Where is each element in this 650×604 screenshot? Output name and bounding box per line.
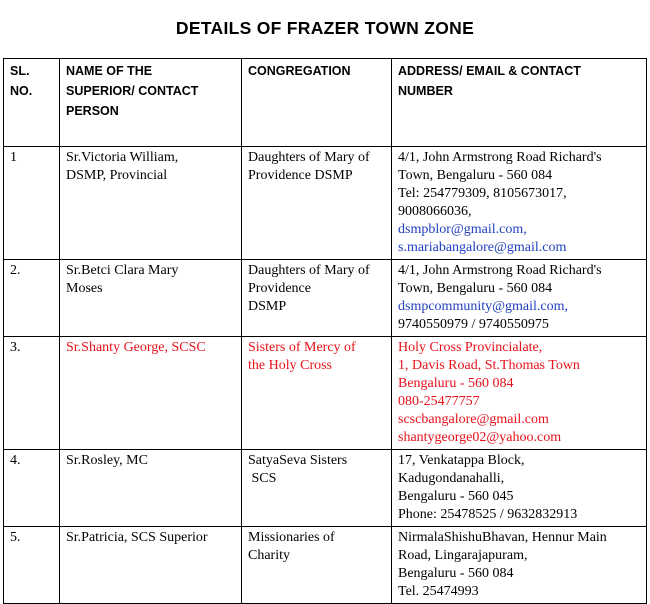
address-cell: 17, Venkatappa Block, Kadugondanahalli, Bengaluru - 560 045 Phone: 25478525 / 9632832913 (392, 450, 647, 527)
table-row (4, 337, 647, 450)
address-cell: NirmalaShishuBhavan, Hennur Main Road, Lingarajapuram, Bengaluru - 560 084 Tel. 25474993 (392, 527, 647, 604)
email-link[interactable]: s.mariabangalore@gmail.com (398, 240, 567, 255)
sl-cell: 1 (4, 147, 60, 260)
email-link[interactable]: scscbangalore@gmail.com (398, 412, 549, 427)
sl-cell: 2. (4, 260, 60, 337)
address-cell: Holy Cross Provincialate, 1, Davis Road, St.Thomas Town Bengaluru - 560 084 080-25477757 scscbangalore@gmail.com shantygeorge02@yahoo.com (392, 337, 647, 450)
congregation-cell: Missionaries of Charity (242, 527, 392, 604)
name-cell: Sr.Betci Clara Mary Moses (60, 260, 242, 337)
sl-cell: 4. (4, 450, 60, 527)
name-cell: Sr.Victoria William, DSMP, Provincial (60, 147, 242, 260)
table-row (4, 147, 647, 260)
congregation-cell: Daughters of Mary of Providence DSMP (242, 147, 392, 260)
page-title: DETAILS OF FRAZER TOWN ZONE (175, 18, 475, 38)
name-cell: Sr.Shanty George, SCSC (60, 337, 242, 450)
congregation-cell: Daughters of Mary of Providence DSMP (242, 260, 392, 337)
email-link[interactable]: shantygeorge02@yahoo.com (398, 430, 562, 445)
name-cell: Sr.Patricia, SCS Superior (60, 527, 242, 604)
email-link[interactable]: dsmpcommunity@gmail.com, (398, 299, 568, 314)
table-row (4, 450, 647, 527)
table-header-row (4, 59, 647, 147)
address-cell: 4/1, John Armstrong Road Richard's Town, Bengaluru - 560 084 Tel: 254779309, 8105673017, 9008066036, dsmpblor@gmail.com, s.mariabangalore@gmail.com (392, 147, 647, 260)
header-sl-no: SL. NO. (4, 59, 60, 147)
table-row (4, 527, 647, 604)
header-congregation: CONGREGATION (242, 59, 392, 147)
congregation-cell: Sisters of Mercy of the Holy Cross (242, 337, 392, 450)
email-link[interactable]: dsmpblor@gmail.com, (398, 222, 527, 237)
congregation-cell: SatyaSeva Sisters SCS (242, 450, 392, 527)
name-cell: Sr.Rosley, MC (60, 450, 242, 527)
header-address: ADDRESS/ EMAIL & CONTACT NUMBER (392, 59, 647, 147)
zone-details-table (3, 58, 647, 604)
sl-cell: 3. (4, 337, 60, 450)
sl-cell: 5. (4, 527, 60, 604)
header-name: NAME OF THE SUPERIOR/ CONTACT PERSON (60, 59, 242, 147)
address-cell: 4/1, John Armstrong Road Richard's Town, Bengaluru - 560 084 dsmpcommunity@gmail.com, 9740550979 / 9740550975 (392, 260, 647, 337)
table-row (4, 260, 647, 337)
